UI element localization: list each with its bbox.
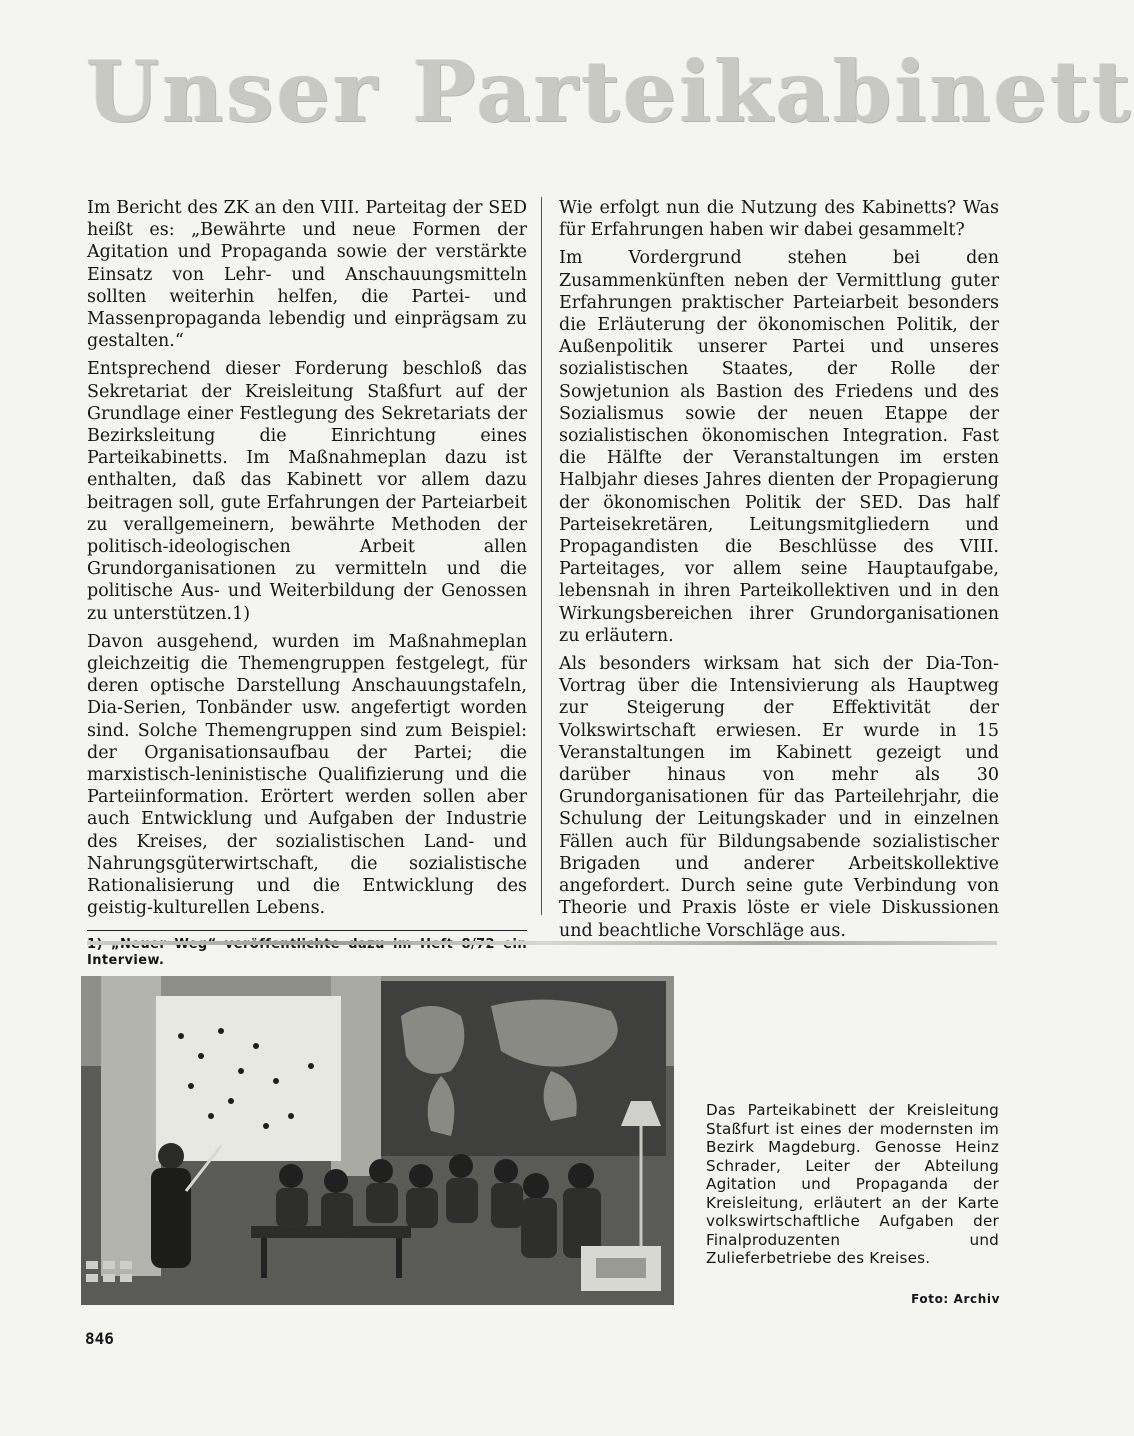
article-column-left (87, 197, 527, 969)
section-divider (87, 941, 997, 945)
paragraph: Wie erfolgt nun die Nutzung des Kabinetts? Was für Erfahrungen haben wir dabei gesammelt? (559, 198, 999, 241)
paragraph: Davon ausgehend, wurden im Maßnahmeplan gleichzeitig die Themengruppen festgelegt, für deren optische Darstellung Anschauungstafeln, Dia-Serien, Tonbänder usw. angefertigt worden sind. Solche Themengruppen sind zum Beispiel: der Organisationsaufbau der Partei; die marxistisch-leninistische Qualifizierung und die Parteiinformation. Erörtert werden sollen aber auch Entwicklung und Aufgaben der Industrie des Kreises, der sozialistischen Land- und Nahrungsgüterwirtschaft, die sozialistische Rationalisierung und die Entwicklung des geistig-kulturellen Lebens. (87, 631, 527, 919)
footnote-rule (87, 930, 527, 931)
photo-caption: Das Parteikabinett der Kreisleitung Staßfurt ist eines der modernsten im Bezirk Magdeburg. Genosse Heinz Schrader, Leiter der Abteilung Agitation und Propaganda der Kreisleitung, erläutert an der Karte volkswirtschaftliche Aufgaben der Finalproduzenten und Zulieferbetriebe des Kreises. (706, 1101, 999, 1267)
column-rule (541, 197, 542, 915)
paragraph: Als besonders wirksam hat sich der Dia-Ton-Vortrag über die Intensivierung als Hauptweg zur Steigerung der Effektivität der Volkswirtschaft erwiesen. Er wurde in 15 Veranstaltungen im Kabinett gezeigt und darüber hinaus von mehr als 30 Grundorganisationen für das Parteilehrjahr, die Schulung der Leitungskader und in einzelnen Fällen auch für Bildungsabende sozialistischer Brigaden und anderer Arbeitskollektive angefordert. Durch seine gute Verbindung von Theorie und Praxis löste er viele Diskussionen und beachtliche Vorschläge aus. (559, 654, 999, 941)
cabinet-photo (81, 976, 674, 1305)
photo-credit: Foto: Archiv (911, 1292, 1000, 1306)
paragraph: Im Vordergrund stehen bei den Zusammenkünften neben der Vermittlung guter Erfahrungen praktischer Parteiarbeit besonders die Erläuterung der ökonomischen Politik, der Außenpolitik unserer Partei und unseres sozialistischen Staates, der Rolle der Sowjetunion als Bastion des Friedens und des Sozialismus sowie der neuen Etappe der sozialistischen ökonomischen Integration. Fast die Hälfte der Veranstaltungen im ersten Halbjahr dieses Jahres dienten der Propagierung der ökonomischen Politik der SED. Das half Parteisekretären, Leitungsmitgliedern und Propagandisten die Beschlüsse des VIII. Parteitages, vor allem seine Hauptaufgabe, lebensnah in ihren Parteikollektiven und in den Wirkungsbereichen ihrer Grundorganisationen zu erläutern. (559, 248, 999, 646)
paragraph: Entsprechend dieser Forderung beschloß das Sekretariat der Kreisleitung Staßfurt auf der Grundlage einer Festlegung des Sekretariats der Bezirksleitung die Einrichtung eines Parteikabinetts. Im Maßnahmeplan dazu ist enthalten, daß das Kabinett vor allem dazu beitragen soll, gute Erfahrungen der Parteiarbeit zu verallgemeinern, bewährte Methoden der politisch-ideologischen Arbeit allen Grundorganisationen zu vermitteln und die politische Aus- und Weiterbildung der Genossen zu unterstützen.1) (87, 359, 527, 624)
footnote: Interview. (87, 952, 165, 968)
page-number: 846 (85, 1329, 114, 1348)
page-headline: Unser Parteikabinett (86, 42, 1134, 141)
paragraph: Im Bericht des ZK an den VIII. Parteitag der SED heißt es: „Bewährte und neue Formen der Agitation und Propaganda sowie der verstärkte Einsatz von Lehr- und Anschauungsmitteln sollten weiterhin helfen, die Partei- und Massenpropaganda lebendig und einprägsam zu gestalten.“ (87, 198, 527, 352)
article-column-right (559, 197, 999, 948)
